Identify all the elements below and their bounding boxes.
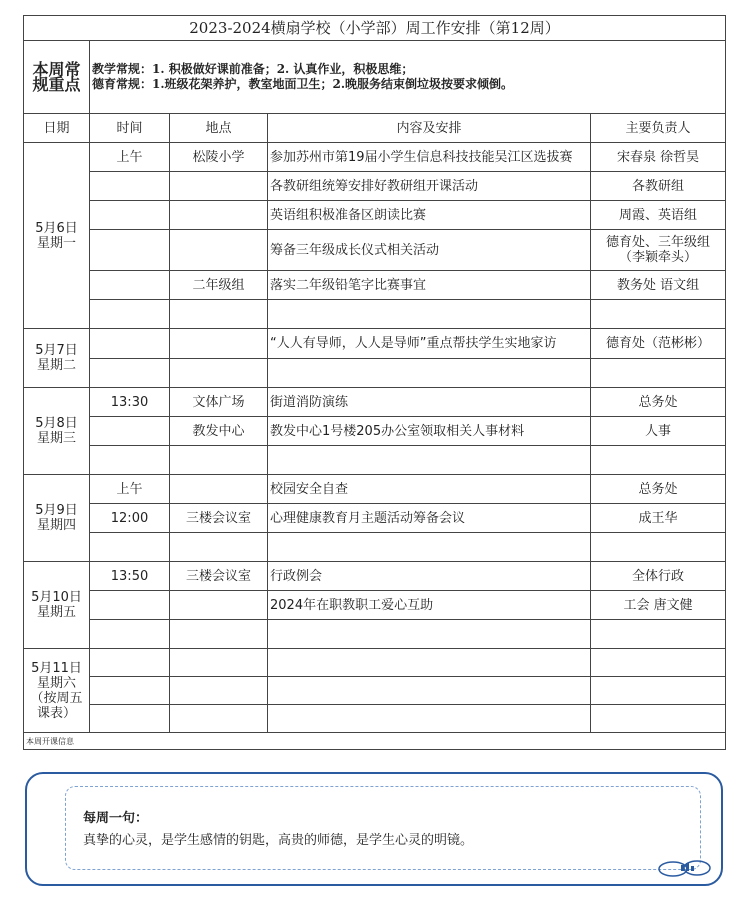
place-cell: 文体广场 [170,388,268,417]
table-row [24,300,726,329]
person-cell: 周霞、英语组 [591,201,726,230]
content-cell [268,649,591,677]
weekly-quote-panel [25,772,723,886]
time-cell [90,172,170,201]
table-row [24,475,726,504]
table-row [24,359,726,388]
person-cell [591,230,726,271]
time-cell [90,591,170,620]
place-cell [170,705,268,733]
weekly-quote-text: 真挚的心灵，是学生感情的钥匙，高贵的师德，是学生心灵的明镜。 [83,833,474,848]
day-date: 5月6日 [35,220,78,236]
table-row [24,591,726,620]
weekly-focus-content [90,41,726,114]
day-monday [24,143,90,329]
table-row [24,230,726,271]
header-date: 日期 [24,114,90,143]
footer-row [24,733,726,750]
content-cell [268,677,591,705]
place-cell [170,300,268,329]
day-weekday: 星期四 [36,518,76,533]
person-cell [591,533,726,562]
header-person: 主要负责人 [591,114,726,143]
day-date: 5月9日 [35,503,78,518]
weekly-class-info-label: 本周开课信息 [24,733,726,750]
content-cell [268,446,591,475]
header-content: 内容及安排 [268,114,591,143]
day-date: 5月10日 [31,590,82,605]
place-cell [170,475,268,504]
table-row [24,562,726,591]
time-cell: 12:00 [90,504,170,533]
weekly-focus-label [24,41,90,114]
place-cell: 三楼会议室 [170,504,268,533]
place-cell [170,620,268,649]
table-row [24,705,726,733]
content-cell: “人人有导师，人人是导师”重点帮扶学生实地家访 [268,329,591,359]
day-note: （按周五 [30,690,83,706]
table-row [24,504,726,533]
page-title: 2023-2024横扇学校（小学部）周工作安排（第12周） [24,16,726,41]
content-cell: 心理健康教育月主题活动筹备会议 [268,504,591,533]
person-cell: 工会 唐文健 [591,591,726,620]
place-cell [170,359,268,388]
person-cell: 人事 [591,417,726,446]
day-date: 5月7日 [35,343,78,358]
day-weekday: 星期五 [36,605,76,620]
time-cell [90,271,170,300]
day-saturday [24,649,90,733]
table-row [24,446,726,475]
content-cell: 行政例会 [268,562,591,591]
table-row [24,620,726,649]
place-cell [170,649,268,677]
day-date: 5月11日 [31,660,82,676]
day-wednesday [24,388,90,475]
time-cell [90,533,170,562]
place-cell: 教发中心 [170,417,268,446]
content-cell: 筹备三年级成长仪式相关活动 [268,230,591,271]
table-row [24,172,726,201]
day-thursday [24,475,90,562]
person-cell: 总务处 [591,388,726,417]
table-row [24,417,726,446]
moral-routine: 德育常规：1.班级花架养护，教室地面卫生；2.晚服务结束倒垃圾按要求倾倒。 [92,77,514,91]
content-cell: 各教研组统筹安排好教研组开课活动 [268,172,591,201]
person-cell [591,359,726,388]
time-cell [90,649,170,677]
time-cell [90,417,170,446]
table-row [24,388,726,417]
person-cell: 总务处 [591,475,726,504]
time-cell [90,446,170,475]
place-cell [170,446,268,475]
time-cell [90,359,170,388]
day-weekday: 星期二 [36,358,76,373]
content-cell: 教发中心1号楼205办公室领取相关人事材料 [268,417,591,446]
table-row [24,201,726,230]
person-cell: 全体行政 [591,562,726,591]
day-note: 课表） [36,705,76,721]
place-cell: 松陵小学 [170,143,268,172]
place-cell: 三楼会议室 [170,562,268,591]
place-cell: 二年级组 [170,271,268,300]
weekly-quote-title: 每周一句： [83,811,149,826]
content-cell: 参加苏州市第19届小学生信息科技技能吴江区选拔赛 [268,143,591,172]
person-line1: 德育处、三年级组 [606,235,711,250]
teaching-routine: 教学常规：1. 积极做好课前准备；2. 认真作业，积极思维； [92,62,414,76]
person-cell: 宋春泉 徐哲昊 [591,143,726,172]
focus-label-line1: 本周常 [32,60,81,79]
day-weekday: 星期六 [36,675,76,691]
place-cell [170,230,268,271]
time-cell [90,677,170,705]
schedule-table [23,15,726,750]
time-cell: 13:30 [90,388,170,417]
table-row [24,329,726,359]
header-time: 时间 [90,114,170,143]
person-cell [591,677,726,705]
header-place: 地点 [170,114,268,143]
content-cell: 落实二年级铅笔字比赛事宜 [268,271,591,300]
place-cell [170,677,268,705]
person-cell [591,649,726,677]
person-cell: 各教研组 [591,172,726,201]
content-cell: 2024年在职教职工爱心互助 [268,591,591,620]
person-cell [591,620,726,649]
place-cell [170,329,268,359]
table-row [24,143,726,172]
person-cell [591,705,726,733]
content-cell: 英语组积极准备区朗读比赛 [268,201,591,230]
day-weekday: 星期一 [36,235,76,251]
time-cell [90,705,170,733]
day-tuesday [24,329,90,388]
content-cell [268,620,591,649]
time-cell: 上午 [90,143,170,172]
place-cell [170,591,268,620]
focus-label-line2: 规重点 [32,75,81,94]
person-cell: 成王华 [591,504,726,533]
person-cell [591,446,726,475]
place-cell [170,533,268,562]
content-cell [268,705,591,733]
table-row [24,271,726,300]
time-cell: 13:50 [90,562,170,591]
person-line2: （李颖牵头） [619,250,698,265]
person-cell: 教务处 语文组 [591,271,726,300]
content-cell: 校园安全自查 [268,475,591,504]
content-cell [268,300,591,329]
content-cell: 街道消防演练 [268,388,591,417]
day-friday [24,562,90,649]
table-row [24,677,726,705]
header-row [24,114,726,143]
content-cell [268,359,591,388]
time-cell [90,300,170,329]
time-cell: 上午 [90,475,170,504]
day-weekday: 星期三 [36,431,76,446]
table-row [24,533,726,562]
time-cell [90,329,170,359]
table-row [24,649,726,677]
person-cell [591,300,726,329]
place-cell [170,201,268,230]
time-cell [90,201,170,230]
day-date: 5月8日 [35,416,78,431]
time-cell [90,620,170,649]
weekly-quote-frame [65,786,701,870]
person-cell: 德育处（范彬彬） [591,329,726,359]
decorative-cloud-icon [655,856,715,878]
content-cell [268,533,591,562]
time-cell [90,230,170,271]
place-cell [170,172,268,201]
